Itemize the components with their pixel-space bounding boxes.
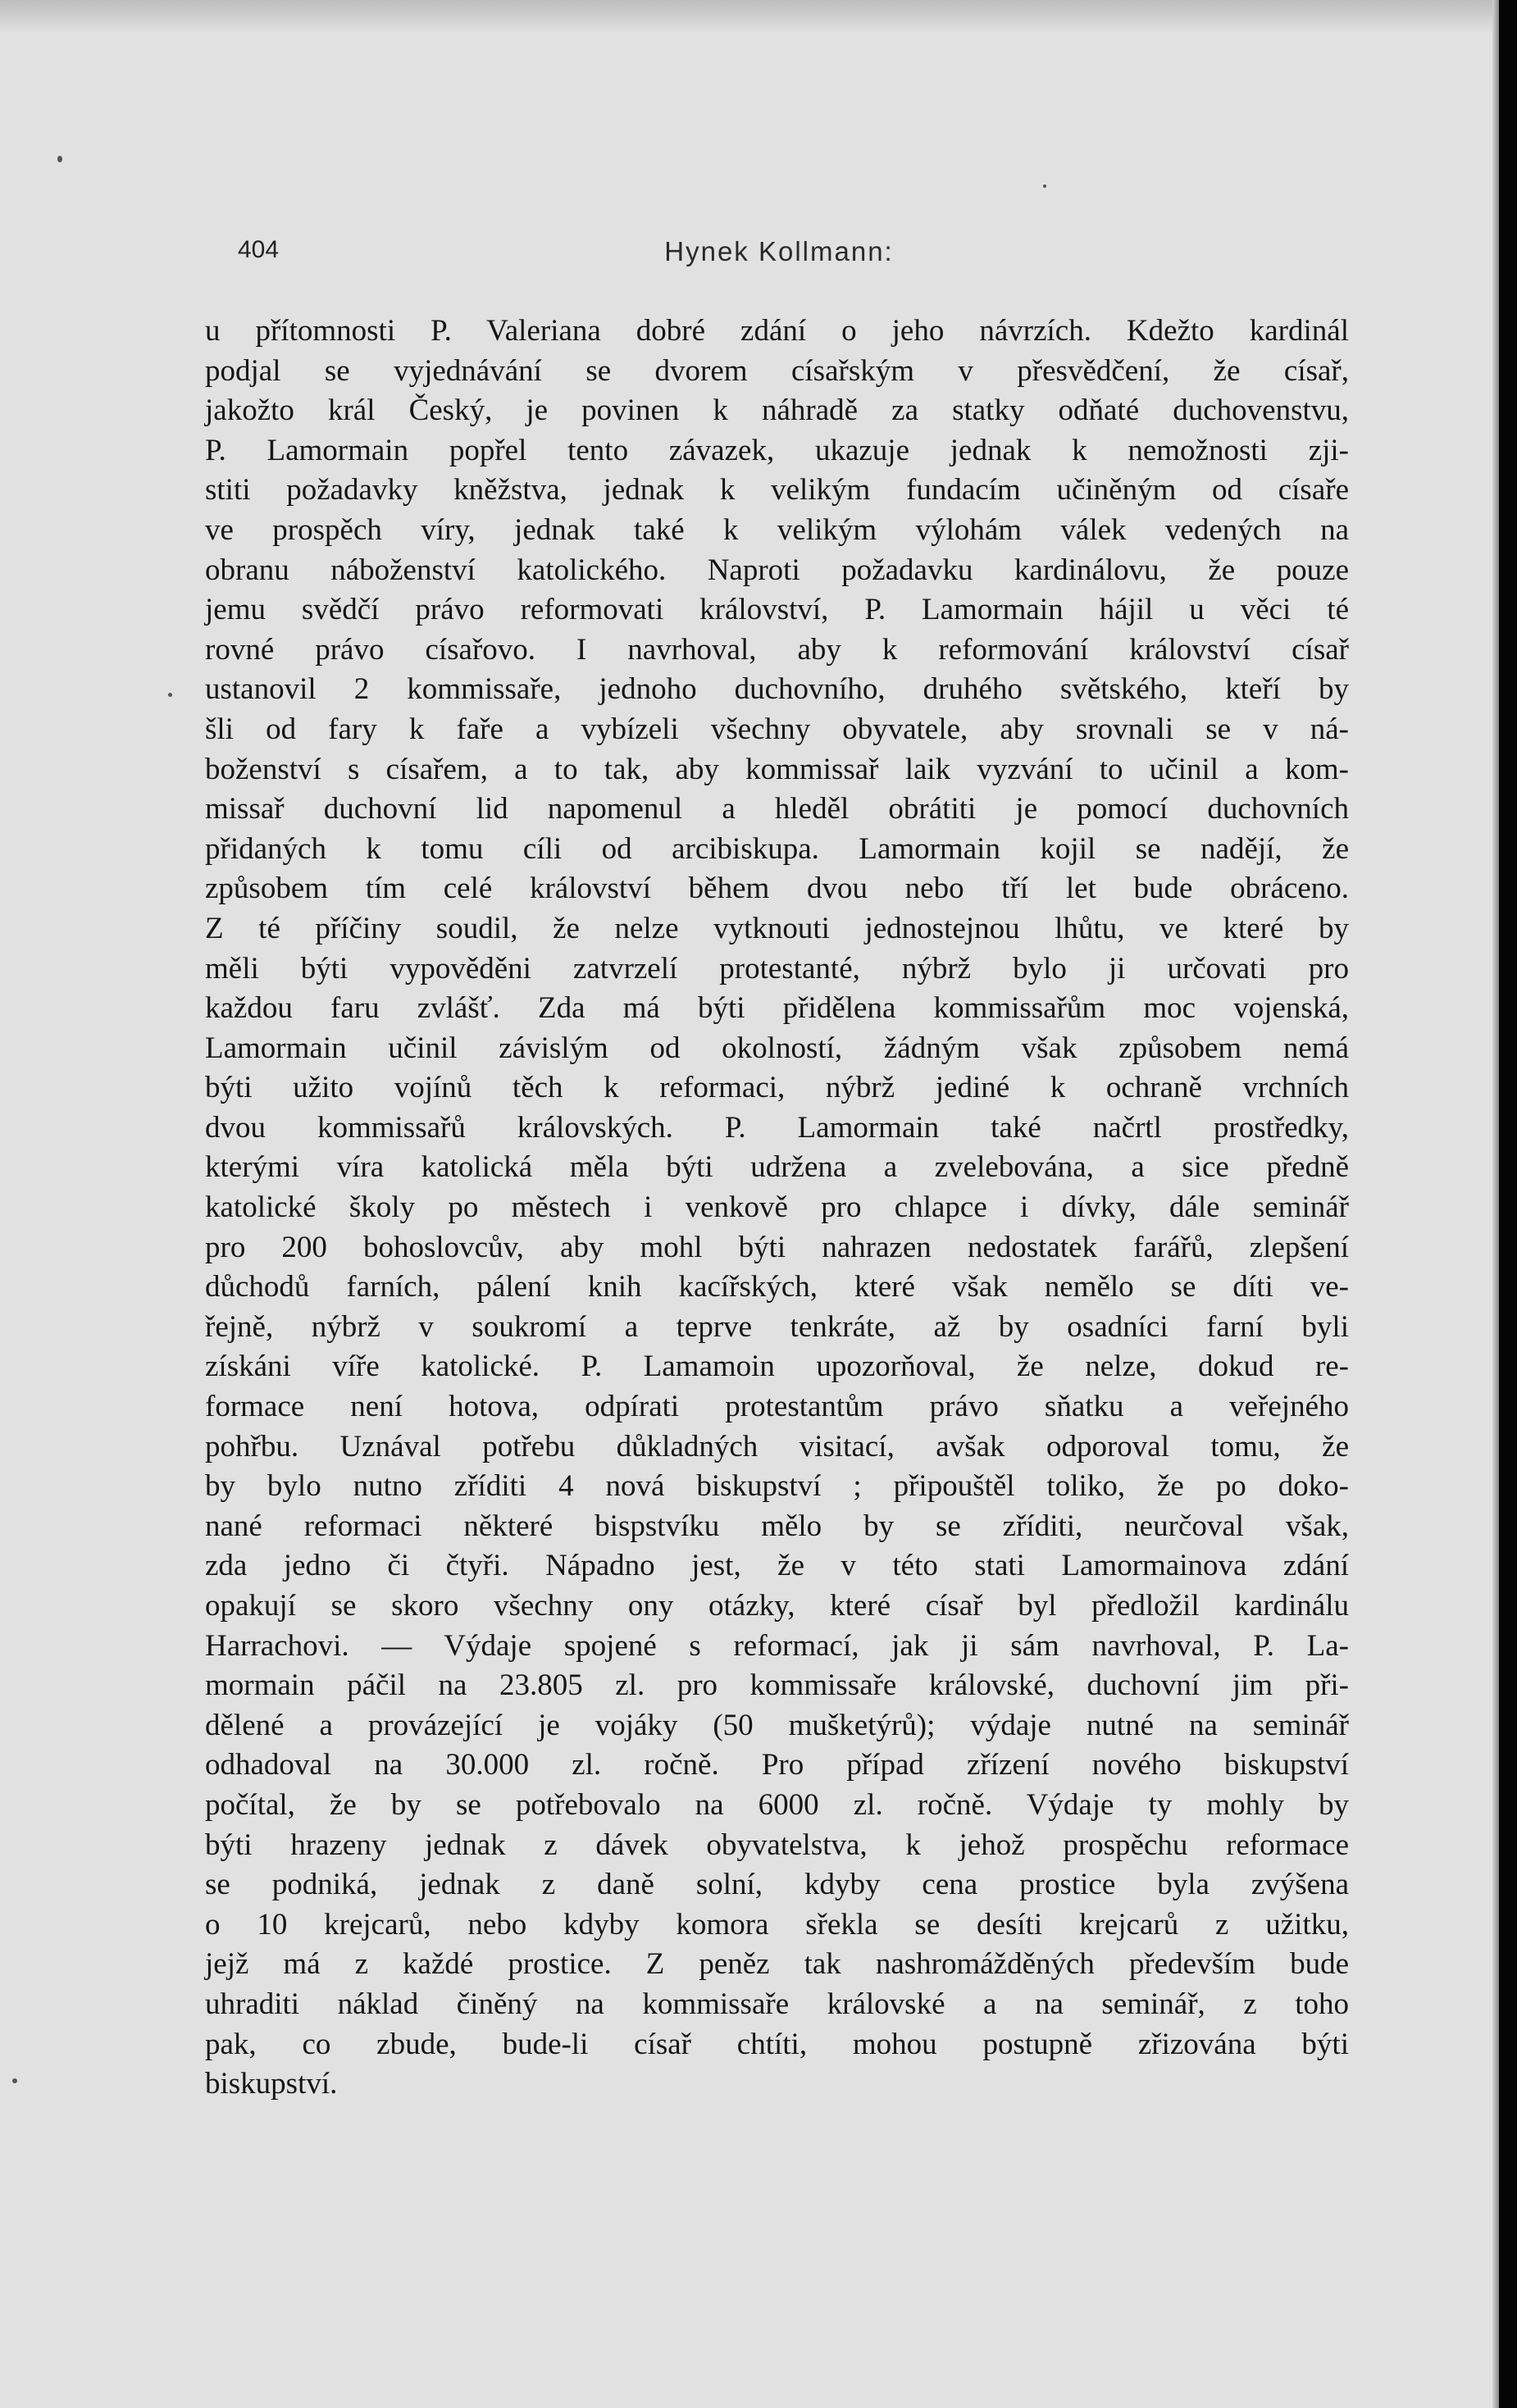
text-line: nané reformaci některé bispstvíku mělo by se zříditi, neurčoval však, [205, 1509, 1349, 1543]
scan-speck [57, 156, 62, 162]
text-line: stiti požadavky kněžstva, jednak k velikým fundacím učiněným od císaře [205, 473, 1349, 508]
page-edge-gradient [1492, 0, 1499, 2408]
text-line: měli býti vypověděni zatvrzelí protestanté, nýbrž bylo ji určovati pro [205, 951, 1349, 986]
text-line: uhraditi náklad činěný na kommissaře královské a na seminář, z toho [205, 1987, 1349, 2021]
text-line: odhadoval na 30.000 zl. ročně. Pro případ zřízení nového biskupství [205, 1748, 1349, 1782]
text-line: podjal se vyjednávání se dvorem císařským v přesvědčení, že císař, [205, 353, 1349, 388]
text-line: ve prospěch víry, jednak také k velikým výlohám válek vedených na [205, 512, 1349, 547]
text-line: kterými víra katolická měla býti udržena a zvelebována, a sice předně [205, 1150, 1349, 1185]
text-line: ustanovil 2 kommissaře, jednoho duchovního, druhého světského, kteří by [205, 672, 1349, 707]
body-text [205, 312, 1349, 2105]
text-line: přidaných k tomu cíli od arcibiskupa. Lamormain kojil se nadějí, že [205, 831, 1349, 866]
text-line: šli od fary k faře a vybízeli všechny obyvatele, aby srovnali se v ná- [205, 712, 1349, 746]
scan-speck [12, 2078, 17, 2083]
text-line: Harrachovi. — Výdaje spojené s reformací, jak ji sám navrhoval, P. La- [205, 1628, 1349, 1663]
text-line: u přítomnosti P. Valeriana dobré zdání o jeho návrzích. Kdežto kardinál [205, 314, 1349, 348]
text-line: každou faru zvlášť. Zda má býti přidělena kommissařům moc vojenská, [205, 991, 1349, 1026]
text-line: formace není hotova, odpírati protestantům právo sňatku a veřejného [205, 1390, 1349, 1424]
text-line: počítal, že by se potřebovalo na 6000 zl. ročně. Výdaje ty mohly by [205, 1787, 1349, 1822]
text-line: získáni víře katolické. P. Lamamoin upozorňoval, že nelze, dokud re- [205, 1350, 1349, 1384]
text-line: mormain páčil na 23.805 zl. pro kommissaře královské, duchovní jim při- [205, 1668, 1349, 1703]
text-line: zda jedno či čtyři. Nápadno jest, že v této stati Lamormainova zdání [205, 1549, 1349, 1583]
text-line: pohřbu. Uznával potřebu důkladných visitací, avšak odporoval tomu, že [205, 1429, 1349, 1463]
text-line: způsobem tím celé království během dvou nebo tří let bude obráceno. [205, 872, 1349, 906]
page-header [230, 236, 1328, 277]
text-line: by bylo nutno zříditi 4 nová biskupství ; připouštěl toliko, že po doko- [205, 1469, 1349, 1504]
text-line: pro 200 bohoslovcův, aby mohl býti nahrazen nedostatek farářů, zlepšení [205, 1230, 1349, 1264]
text-line: missař duchovní lid napomenul a hleděl obrátiti je pomocí duchovních [205, 792, 1349, 826]
text-line: biskupství. [205, 2067, 338, 2101]
text-line: býti užito vojínů těch k reformaci, nýbrž jediné k ochraně vrchních [205, 1071, 1349, 1105]
text-line: Lamormain učinil závislým od okolností, žádným však způsobem nemá [205, 1031, 1349, 1065]
text-line: řejně, nýbrž v soukromí a teprve tenkráte, až by osadníci farní byli [205, 1309, 1349, 1344]
text-line: dvou kommissařů královských. P. Lamormain také načrtl prostředky, [205, 1110, 1349, 1145]
text-line: pak, co zbude, bude-li císař chtíti, mohou postupně zřizována býti [205, 2027, 1349, 2061]
page-edge-shadow [1499, 0, 1517, 2408]
text-line: jakožto král Český, je povinen k náhradě za statky odňaté duchovenstvu, [205, 394, 1349, 428]
text-line: opakují se skoro všechny ony otázky, které císař byl předložil kardinálu [205, 1589, 1349, 1623]
scan-speck [1043, 184, 1046, 188]
text-line: boženství s císařem, a to tak, aby kommissař laik vyzvání to učinil a kom- [205, 752, 1349, 786]
text-line: dělené a provázející je vojáky (50 mušketýrů); výdaje nutné na seminář [205, 1708, 1349, 1742]
text-line: obranu náboženství katolického. Naproti požadavku kardinálovu, že pouze [205, 553, 1349, 587]
text-line: důchodů farních, pálení knih kacířských, které však nemělo se díti ve- [205, 1270, 1349, 1304]
text-line: býti hrazeny jednak z dávek obyvatelstva, k jehož prospěchu reformace [205, 1828, 1349, 1862]
text-line: o 10 krejcarů, nebo kdyby komora sřekla se desíti krejcarů z užitku, [205, 1907, 1349, 1941]
text-line: Z té příčiny soudil, že nelze vytknouti jednostejnou lhůtu, ve které by [205, 911, 1349, 945]
page-number: 404 [238, 236, 280, 263]
text-line: jemu svědčí právo reformovati království, P. Lamormain hájil u věci té [205, 593, 1349, 627]
scan-speck [168, 693, 172, 697]
text-line: rovné právo císařovo. I navrhoval, aby k reformování království císař [205, 632, 1349, 667]
text-line: katolické školy po městech i venkově pro chlapce i dívky, dále seminář [205, 1190, 1349, 1225]
text-line: se podniká, jednak z daně solní, kdyby cena prostice byla zvýšena [205, 1868, 1349, 1902]
running-head: Hynek Kollmann: [664, 236, 894, 266]
text-line: P. Lamormain popřel tento závazek, ukazuje jednak k nemožnosti zji- [205, 433, 1349, 467]
text-line: jejž má z každé prostice. Z peněz tak nashromážděných především bude [205, 1947, 1349, 1982]
scan-top-shadow [0, 0, 1501, 33]
